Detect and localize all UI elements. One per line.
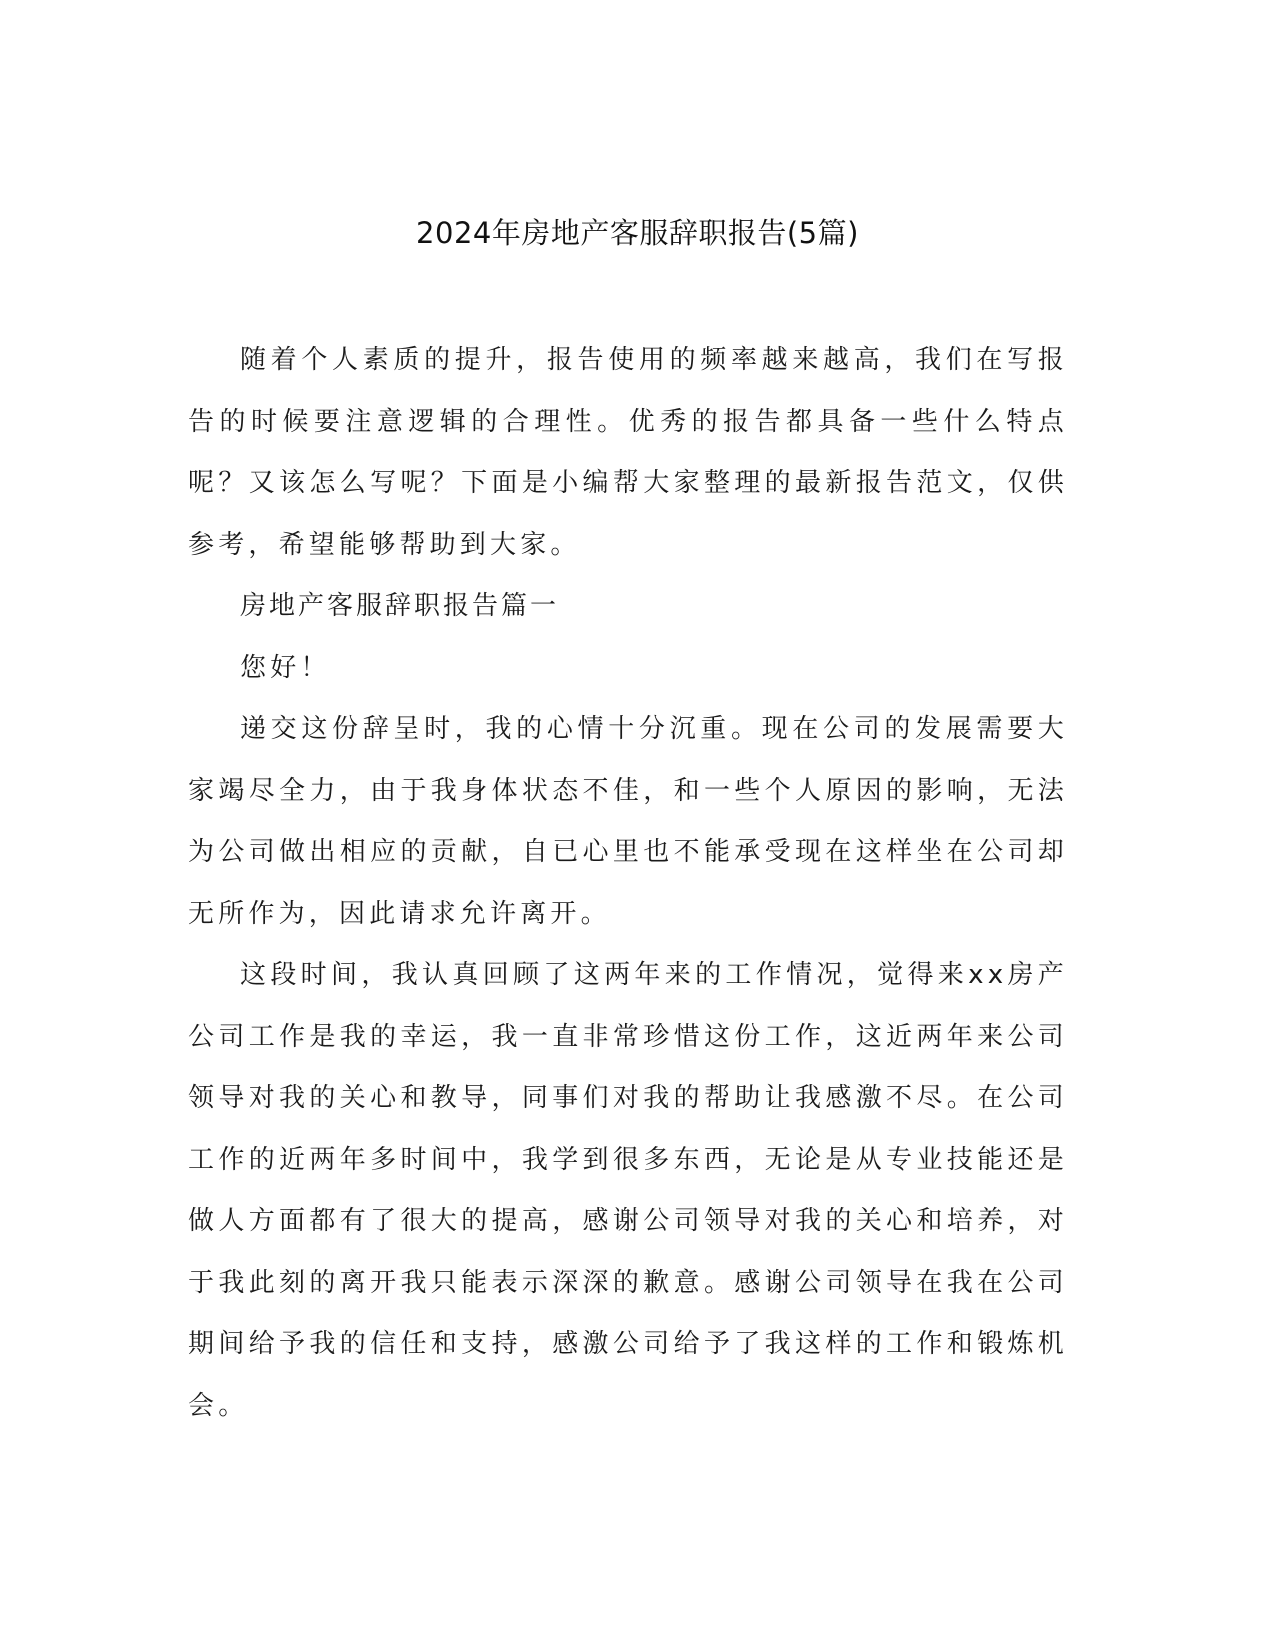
intro-paragraph: 随着个人素质的提升，报告使用的频率越来越高，我们在写报告的时候要注意逻辑的合理性。优秀的报告都具备一些什么特点呢？又该怎么写呢？下面是小编帮大家整理的最新报告范文，仅供参考，希望能够帮助到大家。: [188, 345, 1068, 560]
document-title: 2024年房地产客服辞职报告(5篇): [416, 216, 859, 250]
salutation: 您好！: [240, 652, 331, 683]
section-heading: 房地产客服辞职报告篇一: [240, 591, 560, 621]
body-paragraph-2: 这段时间，我认真回顾了这两年来的工作情况，觉得来xx房产公司工作是我的幸运，我一直非常珍惜这份工作，这近两年来公司领导对我的关心和教导，同事们对我的帮助让我感激不尽。在公司工作的近两年多时间中，我学到很多东西，无论是从专业技能还是做人方面都有了很大的提高，感谢公司领导对我的关心和培养，对于我此刻的离开我只能表示深深的歉意。感谢公司领导在我在公司期间给予我的信任和支持，感激公司给予了我这样的工作和锻炼机会。: [188, 960, 1068, 1421]
document-body: [188, 330, 1068, 1437]
body-paragraph-1: 递交这份辞呈时，我的心情十分沉重。现在公司的发展需要大家竭尽全力，由于我身体状态不佳，和一些个人原因的影响，无法为公司做出相应的贡献，自已心里也不能承受现在这样坐在公司却无所作为，因此请求允许离开。: [188, 714, 1068, 929]
